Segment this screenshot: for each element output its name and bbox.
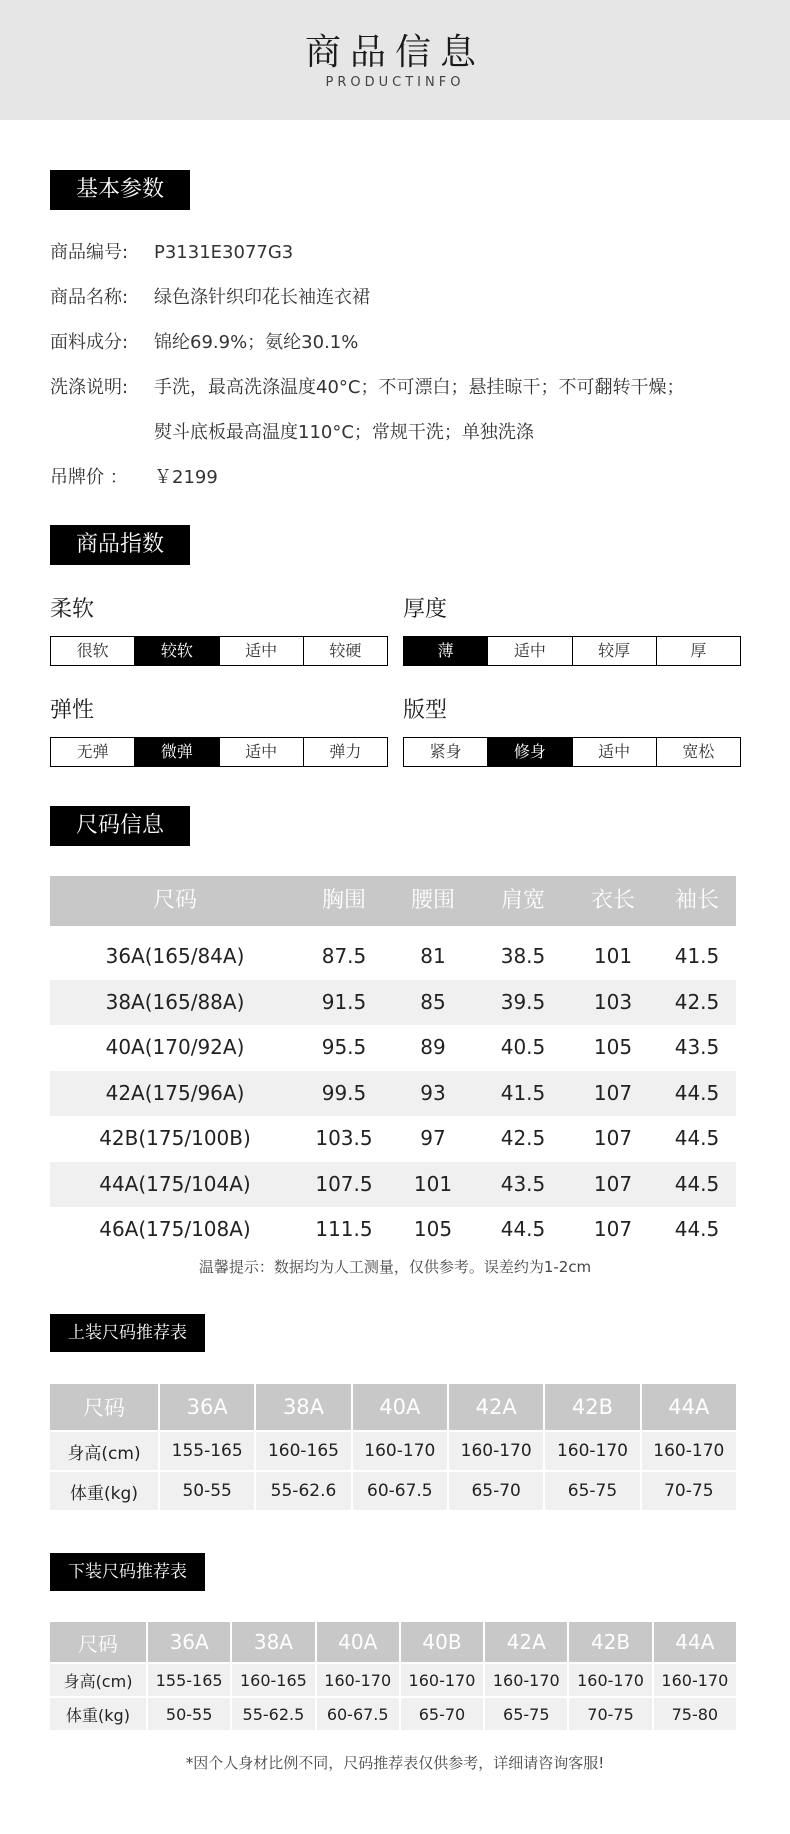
table-cell: 160-170 xyxy=(485,1664,567,1696)
table-cell: 41.5 xyxy=(500,1080,546,1105)
info-key: 洗涤说明: xyxy=(50,377,129,398)
scale-fit xyxy=(403,737,741,767)
table-row xyxy=(50,1664,736,1696)
table-cell: 38A(165/88A) xyxy=(105,989,245,1014)
table-cell: 42A xyxy=(449,1384,543,1430)
table-cell: 50-55 xyxy=(148,1698,230,1730)
table-cell: 40A xyxy=(317,1622,399,1662)
info-value: 手洗，最高洗涤温度40°C；不可漂白；悬挂晾干；不可翻转干燥； xyxy=(154,377,685,398)
size-table-header xyxy=(50,876,736,926)
table-row xyxy=(50,1071,736,1117)
table-cell: 65-75 xyxy=(485,1698,567,1730)
table-cell: 103.5 xyxy=(315,1126,373,1150)
table-cell: 50-55 xyxy=(160,1472,254,1510)
table-cell: 44A xyxy=(654,1622,736,1662)
scale-option: 无弹 xyxy=(51,738,135,766)
info-key: 面料成分: xyxy=(50,332,129,353)
table-cell: 65-70 xyxy=(401,1698,483,1730)
table-cell: 105 xyxy=(593,1035,633,1059)
table-cell: 60-67.5 xyxy=(353,1472,447,1510)
scale-option: 薄 xyxy=(404,637,488,665)
scale-option: 紧身 xyxy=(404,738,488,766)
table-cell: 40.5 xyxy=(500,1035,546,1059)
table-cell: 70-75 xyxy=(642,1472,736,1510)
table-cell: 36A(165/84A) xyxy=(105,944,245,968)
table-cell: 42A(175/96A) xyxy=(105,1080,245,1105)
scale-option: 较厚 xyxy=(573,637,657,665)
table-cell: 40A(170/92A) xyxy=(105,1035,245,1059)
header-cell: 袖长 xyxy=(674,888,719,913)
table-cell: 38A xyxy=(232,1622,314,1662)
table-cell: 91.5 xyxy=(321,989,367,1014)
info-row-price xyxy=(50,463,218,489)
table-cell: 99.5 xyxy=(321,1080,367,1105)
table-cell: 44A(175/104A) xyxy=(99,1171,251,1196)
table-cell: 107.5 xyxy=(315,1171,373,1196)
index-title-elasticity: 弹性 xyxy=(50,698,95,723)
info-value: 绿色涤针织印花长袖连衣裙 xyxy=(154,287,370,308)
table-cell: 97 xyxy=(420,1126,446,1150)
table-cell: 体重(kg) xyxy=(50,1472,158,1510)
info-value: 锦纶69.9%；氨纶30.1% xyxy=(154,332,359,353)
info-key: 商品名称: xyxy=(50,287,129,308)
table-cell: 55-62.5 xyxy=(232,1698,314,1730)
table-row xyxy=(50,934,736,980)
table-cell: 42B xyxy=(569,1622,651,1662)
table-row xyxy=(50,1432,736,1470)
scale-thickness xyxy=(403,636,741,666)
table-cell: 160-170 xyxy=(449,1432,543,1470)
footer-note: *因个人身材比例不同，尺码推荐表仅供参考，详细请咨询客服! xyxy=(185,1754,605,1772)
info-key: 吊牌价 ： xyxy=(50,467,128,488)
table-cell: 36A xyxy=(148,1622,230,1662)
table-cell: 尺码 xyxy=(50,1384,158,1430)
scale-option: 微弹 xyxy=(135,738,219,766)
header-cell: 尺码 xyxy=(152,888,197,913)
scale-softness xyxy=(50,636,388,666)
table-cell: 107 xyxy=(593,1217,633,1241)
page-header xyxy=(0,0,790,120)
scale-option: 宽松 xyxy=(682,742,715,761)
table-cell: 75-80 xyxy=(654,1698,736,1730)
scale-option: 适中 xyxy=(488,637,572,665)
size-note: 温馨提示：数据均为人工测量，仅供参考。误差约为1-2cm xyxy=(198,1258,592,1276)
scale-option: 修身 xyxy=(488,738,572,766)
table-cell: 42B xyxy=(545,1384,639,1430)
table-cell: 155-165 xyxy=(148,1664,230,1696)
table-cell: 55-62.6 xyxy=(256,1472,350,1510)
table-cell: 101 xyxy=(413,1171,453,1196)
table-cell: 160-170 xyxy=(353,1432,447,1470)
table-cell: 体重(kg) xyxy=(50,1698,146,1730)
table-cell: 87.5 xyxy=(321,944,367,968)
table-row xyxy=(50,1622,736,1662)
info-row-wash xyxy=(50,373,684,399)
info-key: 商品编号: xyxy=(50,242,129,263)
section-label-index: 商品指数 xyxy=(50,525,190,565)
table-cell: 160-170 xyxy=(317,1664,399,1696)
table-cell: 93 xyxy=(420,1080,446,1105)
table-cell: 155-165 xyxy=(160,1432,254,1470)
table-cell: 36A xyxy=(160,1384,254,1430)
table-cell: 41.5 xyxy=(674,944,720,968)
table-cell: 160-170 xyxy=(545,1432,639,1470)
table-cell: 43.5 xyxy=(674,1035,720,1059)
table-cell: 42A xyxy=(485,1622,567,1662)
header-cell: 衣长 xyxy=(590,888,635,913)
scale-option: 较软 xyxy=(135,637,219,665)
scale-option: 厚 xyxy=(690,641,707,660)
scale-elasticity xyxy=(50,737,388,767)
info-value: P3131E3077G3 xyxy=(154,242,294,263)
table-cell: 65-75 xyxy=(545,1472,639,1510)
page-title: 商品信息 xyxy=(304,32,485,73)
index-title-thickness: 厚度 xyxy=(403,597,448,622)
table-cell: 160-170 xyxy=(654,1664,736,1696)
table-row xyxy=(50,1384,736,1430)
header-cell: 肩宽 xyxy=(500,888,545,913)
table-cell: 107 xyxy=(593,1171,633,1196)
table-cell: 44.5 xyxy=(674,1217,720,1241)
top-rec-table xyxy=(48,1382,738,1512)
index-title-fit: 版型 xyxy=(403,698,448,723)
header-cell: 腰围 xyxy=(410,888,455,913)
info-row-wash-continued: 熨斗底板最高温度110°C；常规干洗；单独洗涤 xyxy=(154,422,534,443)
table-cell: 160-170 xyxy=(642,1432,736,1470)
table-cell: 107 xyxy=(593,1080,633,1105)
table-cell: 38.5 xyxy=(500,944,546,968)
index-title-softness: 柔软 xyxy=(50,597,95,622)
info-value: ￥2199 xyxy=(154,467,218,488)
bottom-rec-table xyxy=(48,1620,738,1732)
table-cell: 42B(175/100B) xyxy=(99,1126,251,1150)
table-cell: 101 xyxy=(593,944,633,968)
table-cell: 65-70 xyxy=(449,1472,543,1510)
table-cell: 40A xyxy=(353,1384,447,1430)
scale-option: 弹力 xyxy=(329,742,362,761)
table-cell: 85 xyxy=(420,989,446,1014)
table-cell: 81 xyxy=(420,944,446,968)
table-cell: 44.5 xyxy=(674,1126,720,1150)
table-row xyxy=(50,1162,736,1208)
table-cell: 89 xyxy=(420,1035,446,1059)
section-label-bottom-rec: 下装尺码推荐表 xyxy=(50,1553,205,1591)
table-cell: 尺码 xyxy=(50,1622,146,1662)
table-cell: 60-67.5 xyxy=(317,1698,399,1730)
table-cell: 160-165 xyxy=(256,1432,350,1470)
table-cell: 44A xyxy=(642,1384,736,1430)
table-cell: 38A xyxy=(256,1384,350,1430)
table-row xyxy=(50,1207,736,1253)
table-cell: 42.5 xyxy=(500,1126,546,1150)
scale-option: 适中 xyxy=(220,738,304,766)
info-row-code xyxy=(50,238,293,264)
table-cell: 44.5 xyxy=(674,1080,720,1105)
info-row-fabric xyxy=(50,328,358,354)
page-subtitle: PRODUCTINFO xyxy=(325,75,465,90)
header-cell: 胸围 xyxy=(321,888,366,913)
table-cell: 46A(175/108A) xyxy=(99,1217,251,1241)
table-row xyxy=(50,1698,736,1730)
section-label-top-rec: 上装尺码推荐表 xyxy=(50,1314,205,1352)
table-cell: 70-75 xyxy=(569,1698,651,1730)
table-cell: 105 xyxy=(413,1217,453,1241)
scale-option: 很软 xyxy=(51,637,135,665)
table-row xyxy=(50,1116,736,1162)
table-cell: 身高(cm) xyxy=(50,1664,146,1696)
table-cell: 44.5 xyxy=(674,1171,720,1196)
info-row-name xyxy=(50,283,370,309)
table-row xyxy=(50,1472,736,1510)
table-cell: 111.5 xyxy=(315,1217,373,1241)
table-cell: 160-165 xyxy=(232,1664,314,1696)
scale-option: 较硬 xyxy=(329,641,362,660)
table-cell: 160-170 xyxy=(569,1664,651,1696)
size-table xyxy=(50,876,736,1253)
table-cell: 39.5 xyxy=(500,989,546,1014)
table-cell: 95.5 xyxy=(321,1035,367,1059)
table-cell: 身高(cm) xyxy=(50,1432,158,1470)
table-cell: 160-170 xyxy=(401,1664,483,1696)
scale-option: 适中 xyxy=(573,738,657,766)
table-cell: 40B xyxy=(401,1622,483,1662)
table-cell: 44.5 xyxy=(500,1217,546,1241)
section-label-basic: 基本参数 xyxy=(50,170,190,210)
table-cell: 42.5 xyxy=(674,989,720,1014)
table-cell: 107 xyxy=(593,1126,633,1150)
scale-option: 适中 xyxy=(220,637,304,665)
table-row xyxy=(50,980,736,1026)
table-cell: 43.5 xyxy=(500,1171,546,1196)
table-row xyxy=(50,1025,736,1071)
section-label-size: 尺码信息 xyxy=(50,806,190,846)
table-cell: 103 xyxy=(593,989,633,1014)
